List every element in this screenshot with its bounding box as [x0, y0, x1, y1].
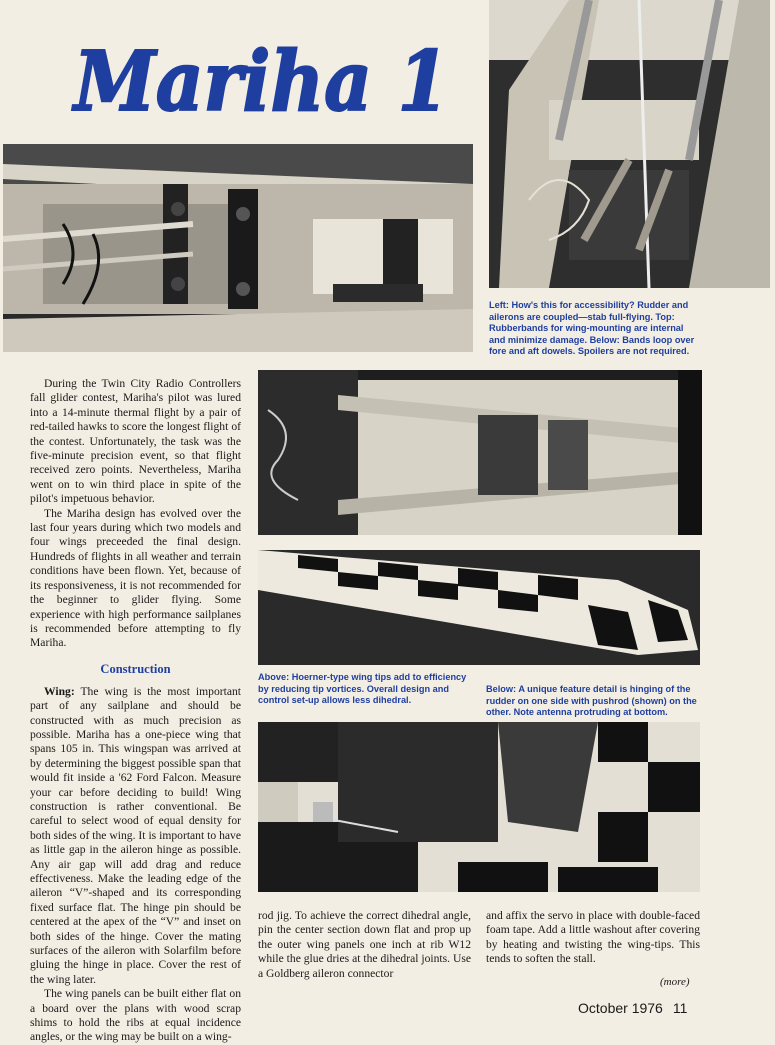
photo-wing-tip: [258, 550, 700, 665]
body-paragraph-4: The wing panels can be built either flat on a board over the plans with wood scrap shims to hold the ribs at equal incidence angles, or the wing may be built on a wing-: [30, 987, 241, 1044]
body-paragraph-3: [30, 685, 241, 988]
photo-rudder-hinge: [258, 722, 700, 892]
photo-icon: [258, 370, 702, 535]
body-column-3-text: and affix the servo in place with double-faced foam tape. Add a little washout after covering by heating and twisting the wing-tips. This tends to soften the stall.: [486, 909, 700, 966]
page-title: [70, 30, 460, 125]
page-number: 11: [672, 1000, 688, 1016]
caption-above: Above: Hoerner-type wing tips add to efficiency by reducing tip vortices. Overall design and control set-up allows less dihedral.: [258, 672, 467, 705]
photo-icon: [3, 144, 473, 352]
text-column-3: [486, 909, 700, 967]
photo-icon: [258, 550, 700, 665]
photo-icon: [258, 722, 700, 892]
body-column-2-text: rod jig. To achieve the correct dihedral angle, pin the center section down flat and prop up the outer wing panels one inch at rib W12 while the glue dries at the dihedral joints. Use a Goldberg aileron connector: [258, 909, 471, 980]
continued-marker: (more): [660, 976, 690, 988]
body-paragraph-3-text: The wing is the most important part of any sailplane and should be constructed with as much precision as possible. Mariha has a one-piece wing that spans 105 in. This wingspan was arrived at by determining the biggest possible span that would fit inside a '62 Ford Falcon. Measure your car before deciding to build! Wing construction is rather conventional. Be careful to select wood of equal density for both sides of the wing. It is important to have as little gap in the aileron hinge as possible. Any air gap will add drag and reduce effectiveness. Make the leading edge of the aileron “V”-shaped and its corresponding fixed surface flat. The hinge pin should be centered at the apex of the “V” and inset on both sides of the hinge. Cover the mating surfaces of the aileron with Solarfilm before gluing the hinge in place. Cover the rest of the wing later.: [30, 684, 241, 986]
caption-below: Below: A unique feature detail is hinging of the rudder on one side with pushrod (shown) on the other. Note antenna protruding at bottom.: [486, 684, 697, 717]
text-column-2: [258, 909, 471, 981]
title-lettering: [70, 30, 460, 125]
photo-icon: [489, 0, 770, 288]
body-paragraph-2: The Mariha design has evolved over the last four years during which two models and four wings preceeded the final design. Hundreds of flights in all weather and terrain conditions have been flown. Yet, because of its responsiveness, it is not recommended for the beginner to glider flying. Some experience with high performance sailplanes is recommended before attempting to fly Mariha.: [30, 506, 241, 650]
photo-fuselage-servos: [3, 144, 473, 352]
photo-tail-boom: [258, 370, 702, 535]
issue-date: October 1976: [578, 1000, 663, 1016]
text-column-1: [30, 377, 241, 1045]
title-text: Mariha 1: [71, 34, 450, 125]
page-footer: [578, 1000, 687, 1016]
section-heading-construction: Construction: [100, 661, 171, 676]
paragraph-lead-wing: Wing:: [44, 684, 75, 698]
body-paragraph-1: During the Twin City Radio Controllers fall glider contest, Mariha's pilot was lured into a 14-minute thermal flight by a pair of red-tailed hawks to score the longest flight of the contest. Unfortunately, the task was the five-minute precision event, so that flight received zero points. Nevertheless, Mariha went on to win third place in spite of the pilot's impetuous behavior.: [30, 377, 241, 506]
photo-fuselage-top: [489, 0, 770, 288]
caption-left: Left: How's this for accessibility? Rudder and ailerons are coupled—stab full-flying. Top: Rubberbands for wing-mounting are internal and minimize damage. Below: Bands loop over fore and aft dowels. Spoilers are not required.: [489, 300, 695, 356]
